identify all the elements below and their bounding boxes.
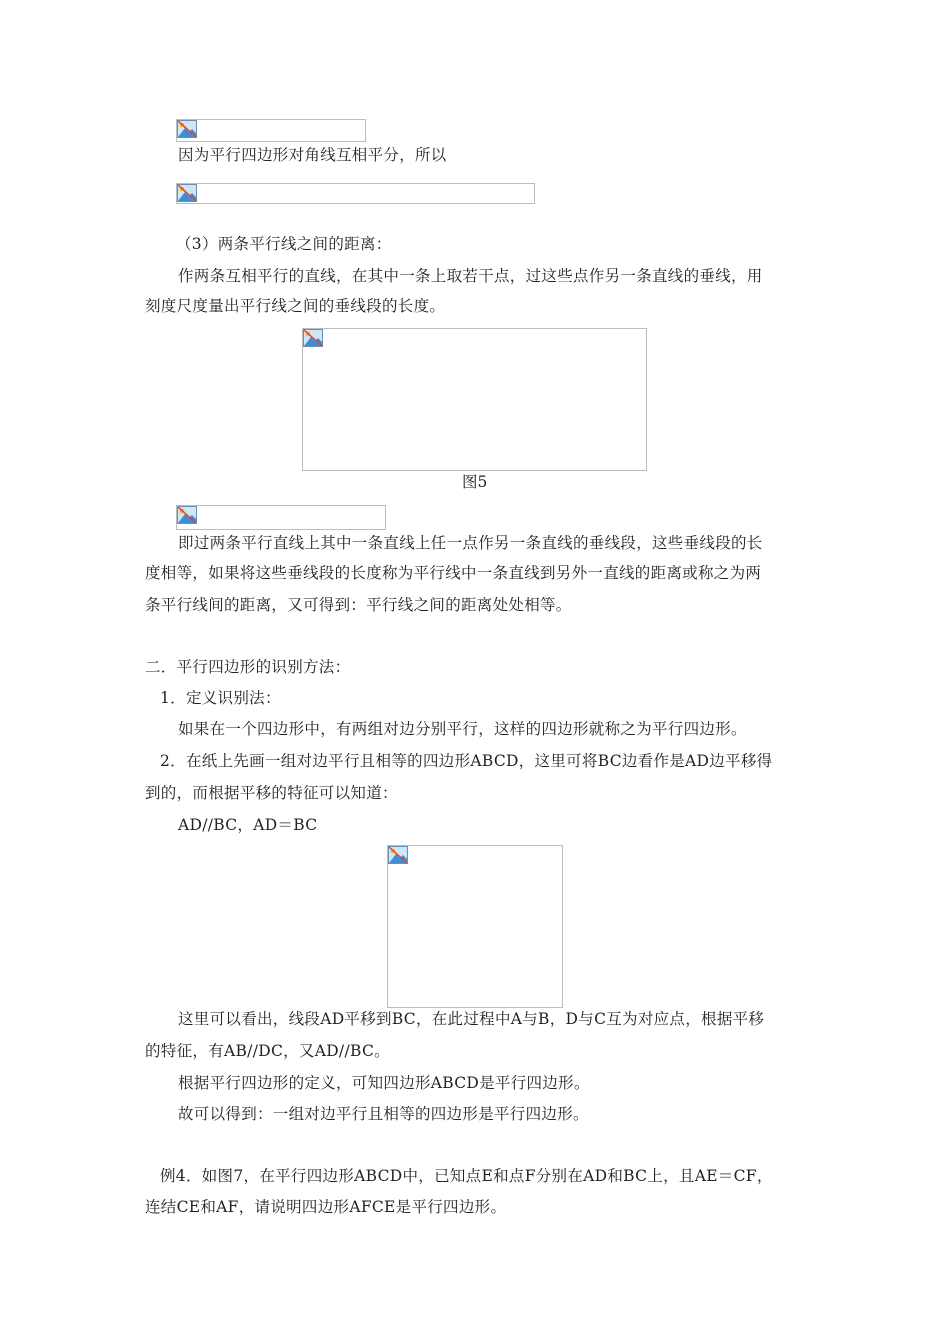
figure-5-image — [302, 328, 647, 471]
example-line: 连结CE和AF，请说明四边形AFCE是平行四边形。 — [145, 1198, 507, 1216]
text-line: 根据平行四边形的定义，可知四边形ABCD是平行四边形。 — [178, 1074, 590, 1092]
image-placeholder-2 — [176, 183, 535, 204]
example-line: 例4．如图7，在平行四边形ABCD中，已知点E和点F分别在AD和BC上，且AE＝CF， — [160, 1167, 773, 1185]
text-line: 度相等，如果将这些垂线段的长度称为平行线中一条直线到另外一直线的距离或称之为两 — [145, 564, 762, 582]
text-line: 因为平行四边形对角线互相平分，所以 — [178, 146, 447, 164]
list-item-heading: 2．在纸上先画一组对边平行且相等的四边形ABCD，这里可将BC边看作是AD边平移得 — [160, 752, 773, 770]
text-line: 到的，而根据平移的特征可以知道： — [145, 784, 398, 802]
formula-line: AD//BC，AD＝BC — [178, 816, 318, 834]
broken-image-icon — [177, 506, 197, 524]
text-line: 这里可以看出，线段AD平移到BC，在此过程中A与B，D与C互为对应点，根据平移 — [178, 1010, 765, 1028]
text-line: 即过两条平行直线上其中一条直线上任一点作另一条直线的垂线段，这些垂线段的长 — [178, 534, 763, 552]
text-line: 条平行线间的距离，又可得到：平行线之间的距离处处相等。 — [145, 596, 572, 614]
section-heading: 二．平行四边形的识别方法： — [145, 658, 351, 676]
text-line: 作两条互相平行的直线，在其中一条上取若干点，过这些点作另一条直线的垂线，用 — [178, 267, 763, 285]
text-line: 如果在一个四边形中，有两组对边分别平行，这样的四边形就称之为平行四边形。 — [178, 720, 747, 738]
figure-6-image — [387, 845, 563, 1008]
broken-image-icon — [388, 846, 408, 864]
broken-image-icon — [303, 329, 323, 347]
section-heading: （3）两条平行线之间的距离： — [176, 235, 392, 253]
figure-caption: 图5 — [462, 473, 488, 491]
list-item-heading: 1．定义识别法： — [160, 689, 281, 707]
text-line: 故可以得到：一组对边平行且相等的四边形是平行四边形。 — [178, 1105, 589, 1123]
text-line: 的特征，有AB//DC，又AD//BC。 — [145, 1042, 390, 1060]
image-placeholder-1 — [176, 119, 366, 142]
text-line: 刻度尺度量出平行线之间的垂线段的长度。 — [145, 297, 446, 315]
broken-image-icon — [177, 184, 197, 202]
image-placeholder-3 — [176, 505, 386, 530]
broken-image-icon — [177, 120, 197, 138]
